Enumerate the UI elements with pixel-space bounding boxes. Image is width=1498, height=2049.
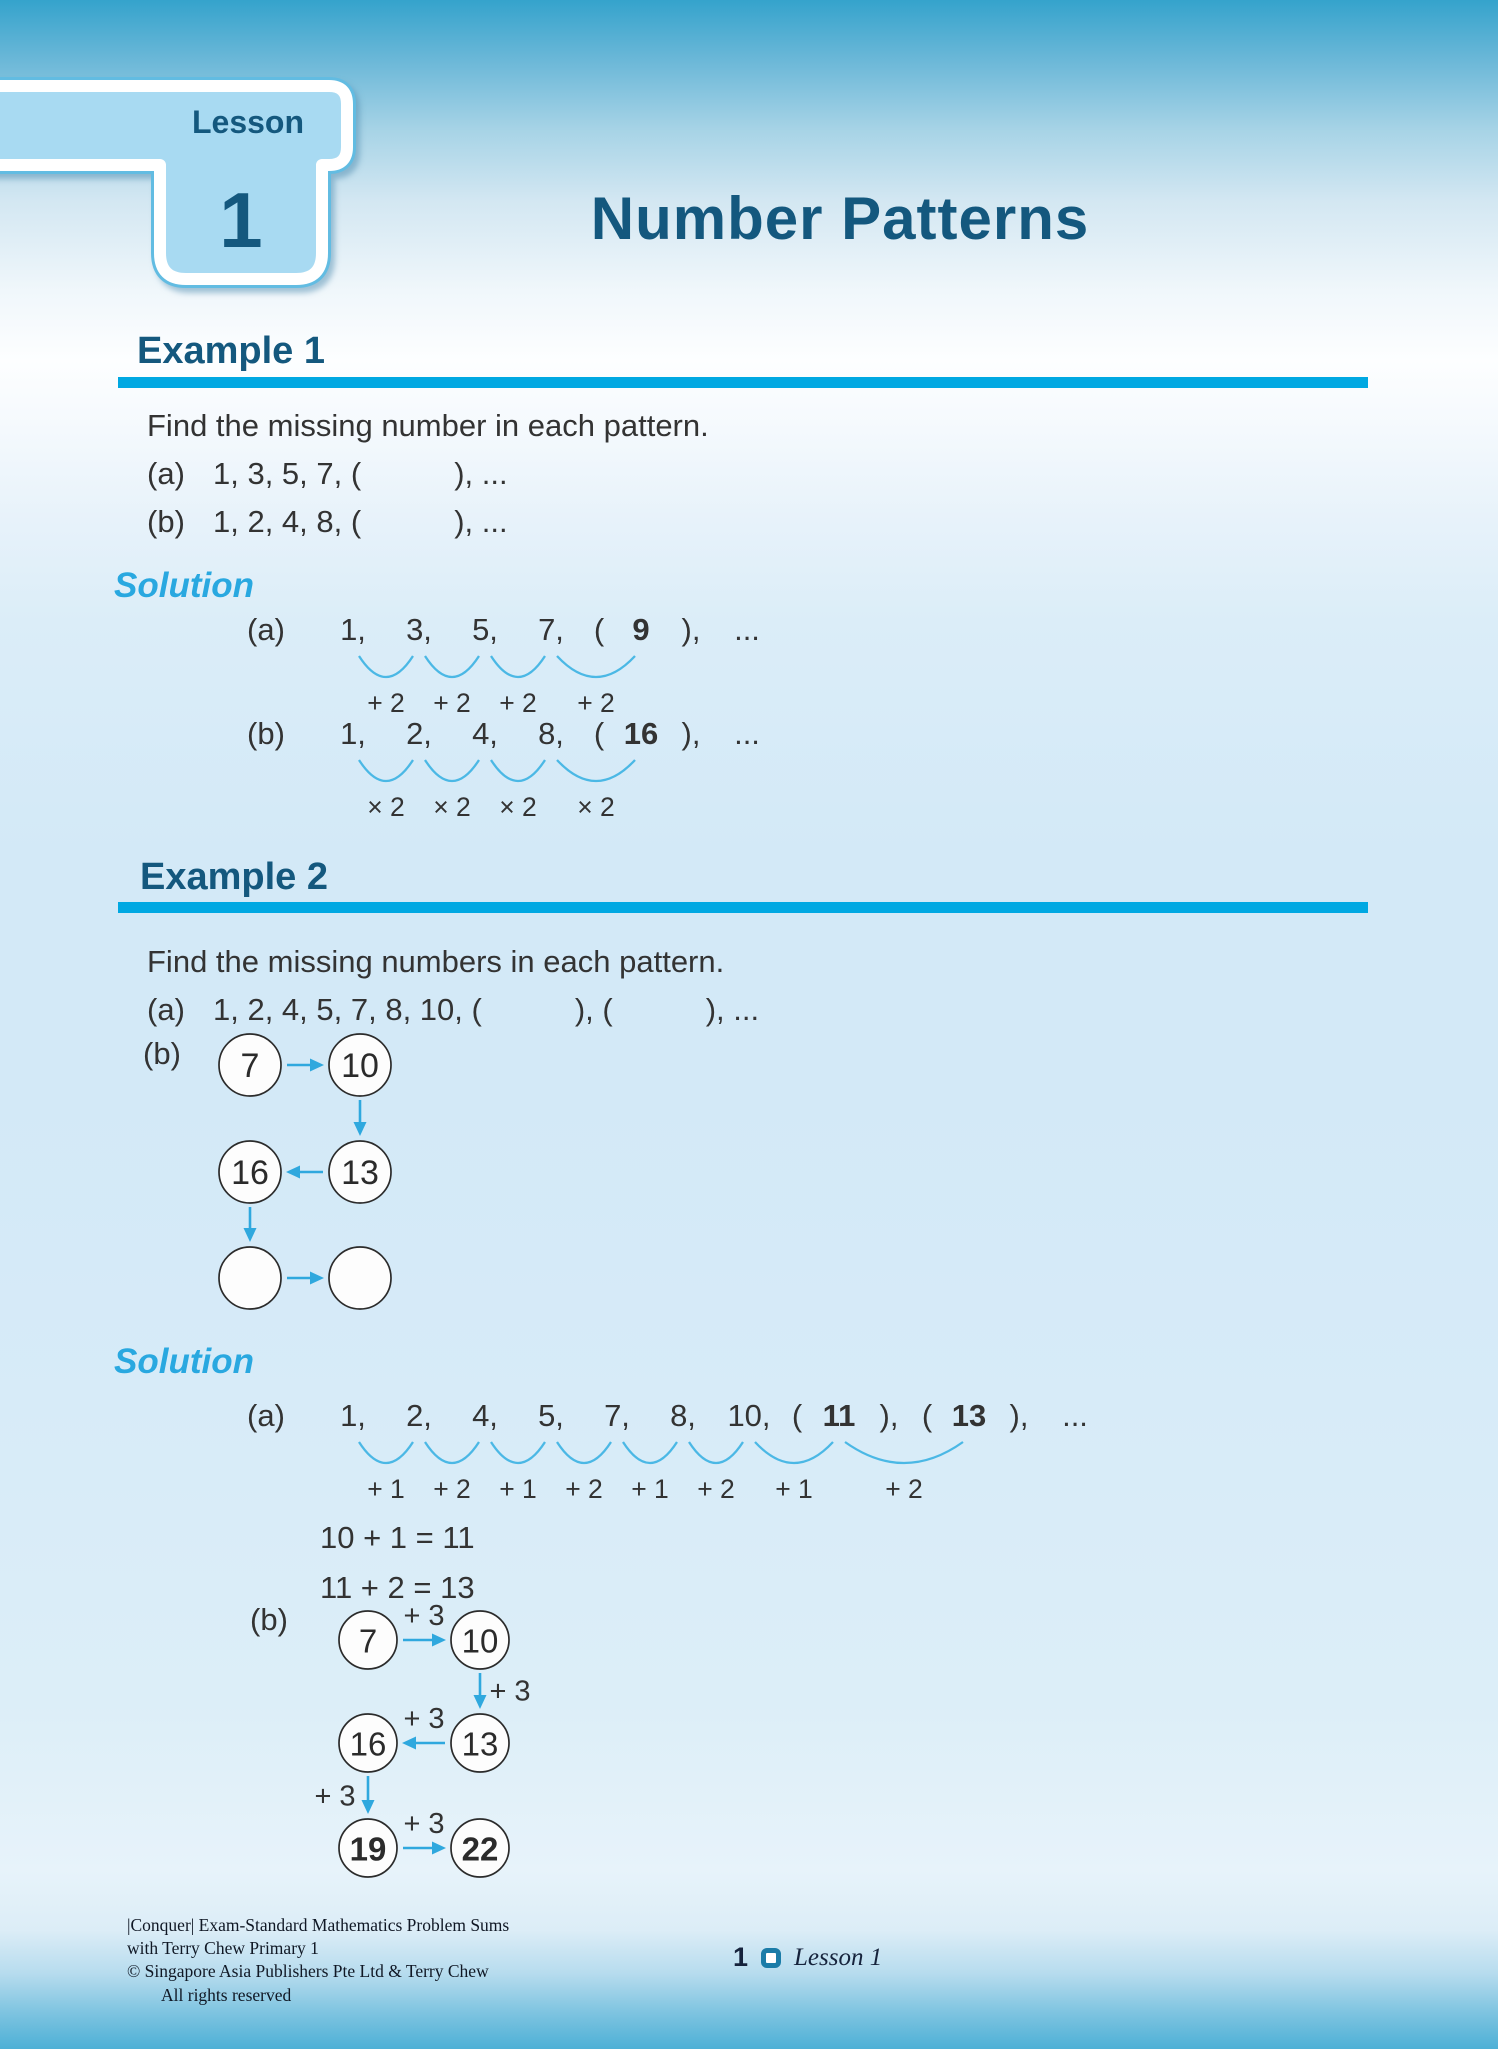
- diagram-arrowhead: [286, 1166, 300, 1179]
- diagram-operation-label: + 3: [403, 1703, 445, 1735]
- part-text: 1, 2, 4, 5, 7, 8, 10, ( ), ( ), ...: [213, 992, 760, 1027]
- sequence-token: (: [593, 612, 605, 647]
- arc-operation-label: × 2: [433, 792, 471, 822]
- sequence-token: 1,: [340, 612, 366, 647]
- example1-intro: Find the missing number in each pattern.: [147, 408, 709, 443]
- diagram-arrowhead: [432, 1842, 446, 1855]
- circle-number: 10: [341, 1047, 379, 1085]
- sequence-arc: [623, 1442, 677, 1463]
- sequence-token: 5,: [538, 1398, 564, 1433]
- sequence-arc: [755, 1442, 833, 1463]
- sequence-token: 16: [623, 716, 659, 751]
- sequence-token: 2,: [406, 1398, 432, 1433]
- example1-solution-b-sequence: [247, 716, 780, 828]
- sequence-token: (: [791, 1398, 803, 1433]
- sequence-token: 1,: [340, 1398, 366, 1433]
- circle-number: 10: [461, 1622, 499, 1660]
- sequence-token: 1,: [340, 716, 366, 751]
- arc-operation-label: × 2: [367, 792, 405, 822]
- circle-number: 16: [231, 1154, 269, 1192]
- example2-equation-1: 10 + 1 = 11: [320, 1520, 475, 1555]
- arc-operation-label: + 2: [433, 1474, 471, 1504]
- lesson-badge: [0, 70, 386, 320]
- sequence-token: (: [921, 1398, 933, 1433]
- arc-operation-label: + 1: [631, 1474, 669, 1504]
- example1-question: [147, 402, 709, 546]
- footer-line-1: |Conquer| Exam-Standard Mathematics Problem Sums: [127, 1915, 510, 1935]
- arc-operation-label: + 2: [433, 688, 471, 718]
- number-circle-diagram: [300, 1578, 640, 1898]
- circle-number: 19: [349, 1830, 387, 1868]
- sequence-token: 2,: [406, 716, 432, 751]
- circle-number: 7: [358, 1622, 378, 1660]
- sequence-token: ...: [734, 716, 760, 751]
- diagram-operation-label: + 3: [403, 1808, 445, 1840]
- sequence-arc: [689, 1442, 743, 1463]
- page-marker-icon: [761, 1948, 781, 1968]
- sequence-arc: [359, 656, 413, 677]
- part-text: 1, 3, 5, 7, ( ), ...: [213, 456, 508, 491]
- part-label: (b): [147, 504, 185, 539]
- sequence-arc: [359, 1442, 413, 1463]
- sequence-token: 8,: [538, 716, 564, 751]
- sequence-token: ...: [734, 612, 760, 647]
- arc-operation-label: + 1: [499, 1474, 537, 1504]
- diagram-arrowhead: [432, 1634, 446, 1647]
- page-number: 1: [733, 1942, 749, 1972]
- lesson-badge-number: 1: [219, 176, 263, 264]
- number-circle-diagram: [190, 1026, 490, 1326]
- sequence-token: 11: [822, 1398, 856, 1433]
- diagram-arrowhead: [362, 1800, 375, 1814]
- sequence-token: ),: [879, 1398, 899, 1433]
- sequence-arc: [557, 760, 635, 781]
- sequence-token: 8,: [670, 1398, 696, 1433]
- page-title: Number Patterns: [590, 185, 1090, 252]
- sequence-token: 7,: [538, 612, 564, 647]
- sequence-token: ...: [1062, 1398, 1088, 1433]
- sequence-token: 5,: [472, 612, 498, 647]
- example2-intro: Find the missing numbers in each pattern.: [147, 944, 725, 979]
- diagram-arrowhead: [474, 1695, 487, 1709]
- example2-equation-2: 11 + 2 = 13: [320, 1570, 475, 1605]
- arc-operation-label: + 1: [367, 1474, 405, 1504]
- sequence-arc: [359, 760, 413, 781]
- example2-question-diagram: [190, 1026, 490, 1331]
- arc-operation-label: + 2: [565, 1474, 603, 1504]
- copyright-footer: [127, 1914, 509, 2007]
- sequence-token: 9: [632, 612, 650, 647]
- example1-heading: Example 1: [137, 330, 325, 372]
- footer-line-2: with Terry Chew Primary 1: [127, 1938, 319, 1959]
- arc-operation-label: + 2: [499, 688, 537, 718]
- arc-operation-label: + 2: [367, 688, 405, 718]
- sequence-arc: [425, 760, 479, 781]
- example1-rule: [118, 377, 1368, 388]
- example2-heading: Example 2: [140, 856, 328, 898]
- lesson-badge-label: Lesson: [191, 104, 305, 140]
- diagram-arrowhead: [310, 1059, 324, 1072]
- example2-solution-heading: Solution: [114, 1342, 254, 1381]
- solution-part-label: (b): [247, 716, 285, 751]
- circle-number: 13: [341, 1154, 379, 1192]
- empty-answer-circle: [329, 1247, 391, 1309]
- part-label: (a): [147, 456, 185, 491]
- sequence-arc: [425, 656, 479, 677]
- part-text: 1, 2, 4, 8, ( ), ...: [213, 504, 508, 539]
- sequence-token: 13: [951, 1398, 987, 1433]
- sequence-token: ),: [1009, 1398, 1029, 1433]
- diagram-arrowhead: [354, 1122, 367, 1136]
- sequence-arc: [845, 1442, 963, 1463]
- sequence-token: 3,: [406, 612, 432, 647]
- part-label: (a): [147, 992, 185, 1027]
- circle-number: 13: [461, 1725, 499, 1763]
- arc-operation-label: + 1: [775, 1474, 813, 1504]
- sequence-arc: [425, 1442, 479, 1463]
- circle-number: 22: [461, 1830, 499, 1868]
- diagram-arrowhead: [402, 1737, 416, 1750]
- arc-operation-label: × 2: [577, 792, 615, 822]
- diagram-operation-label: + 3: [489, 1675, 531, 1708]
- sequence-arc: [491, 1442, 545, 1463]
- sequence-arc: [557, 656, 635, 677]
- arc-operation-label: × 2: [499, 792, 537, 822]
- footer-line-3: © Singapore Asia Publishers Pte Ltd & Terry Chew: [127, 1961, 489, 1982]
- example1-solution-a-sequence: [247, 612, 780, 724]
- sequence-token: 4,: [472, 1398, 498, 1433]
- sequence-arc: [557, 1442, 611, 1463]
- solution-part-label: (a): [247, 1398, 285, 1433]
- example1-part-b: [147, 498, 709, 546]
- example2-solution-diagram: [300, 1578, 640, 1903]
- example1-part-a: [147, 450, 709, 498]
- example2-solution-b-label: (b): [250, 1602, 288, 1637]
- example2-solution-a-sequence: [247, 1398, 1108, 1510]
- diagram-operation-label: + 3: [403, 1600, 445, 1632]
- diagram-operation-label: + 3: [314, 1780, 356, 1813]
- solution-part-label: (a): [247, 612, 285, 647]
- sequence-token: 10,: [727, 1398, 771, 1433]
- circle-number: 7: [240, 1047, 260, 1085]
- page-number-block: [733, 1942, 882, 1973]
- sequence-arc: [491, 760, 545, 781]
- lesson-footer-label: Lesson 1: [794, 1943, 883, 1971]
- sequence-arc: [491, 656, 545, 677]
- footer-line-4: All rights reserved: [161, 1984, 292, 2005]
- arc-operation-label: + 2: [697, 1474, 735, 1504]
- sequence-token: 4,: [472, 716, 498, 751]
- sequence-token: (: [593, 716, 605, 751]
- example2-rule: [118, 902, 1368, 913]
- example1-solution-heading: Solution: [114, 566, 254, 605]
- arc-operation-label: + 2: [577, 688, 615, 718]
- sequence-token: ),: [681, 612, 701, 647]
- diagram-arrowhead: [310, 1272, 324, 1285]
- sequence-token: ),: [681, 716, 701, 751]
- arc-operation-label: + 2: [885, 1474, 923, 1504]
- circle-number: 16: [349, 1725, 387, 1763]
- example2-part-b-label: (b): [143, 1036, 181, 1071]
- empty-answer-circle: [219, 1247, 281, 1309]
- sequence-token: 7,: [604, 1398, 630, 1433]
- diagram-arrowhead: [244, 1228, 257, 1242]
- example2-question: [147, 938, 759, 1034]
